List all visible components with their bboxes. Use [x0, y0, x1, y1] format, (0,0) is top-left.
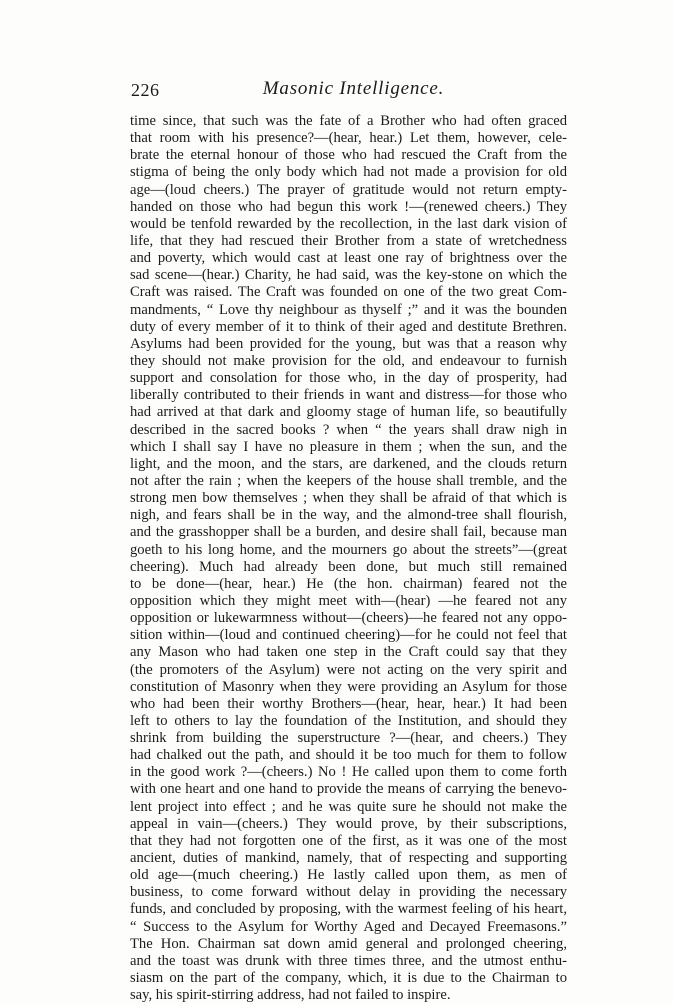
- text-line: goeth to his long home, and the mourners go about the streets”—(great: [130, 541, 567, 558]
- text-line: lent project into effect ; and he was quite sure he should not make the: [130, 798, 567, 815]
- text-line: brate the eternal honour of those who had rescued the Craft from the: [130, 147, 567, 164]
- text-line: they should not make provision for the old, and endeavour to furnish: [130, 352, 567, 369]
- text-line: say, his spirit-stirring address, had not failed to inspire.: [130, 987, 451, 1004]
- text-line: constitution of Masonry when they were providing an Asylum for those: [130, 678, 567, 695]
- text-line: opposition or lukewarmness without—(cheers)—he feared not any oppo-: [130, 610, 567, 627]
- running-title: Masonic Intelligence.: [262, 78, 445, 99]
- text-line: funds, and concluded by proposing, with the warmest feeling of his heart,: [130, 901, 567, 918]
- text-line: support and consolation for those who, in the day of prosperity, had: [130, 370, 567, 387]
- text-line: would be tenfold rewarded by the recollection, in the last dark vision of: [130, 215, 567, 232]
- text-line: liberally contributed to their friends in want and distress—for those who: [130, 387, 567, 404]
- text-line: “ Success to the Asylum for Worthy Aged and Decayed Freemasons.”: [130, 918, 567, 935]
- text-line: light, and the moon, and the stars, are darkened, and the clouds return: [130, 455, 567, 472]
- text-line: appeal in vain—(cheers.) They would prove, by their subscriptions,: [130, 815, 567, 832]
- text-line: opposition which they might meet with—(hear) —he feared not any: [130, 592, 567, 609]
- text-line: in the good work ?—(cheers.) No ! He called upon them to come forth: [130, 764, 567, 781]
- text-line: had arrived at that dark and gloomy stage of human life, so beautifully: [130, 404, 567, 421]
- text-line: shrink from building the superstructure ?—(hear, and cheers.) They: [130, 730, 567, 747]
- text-line: age—(loud cheers.) The prayer of gratitude would not return empty-: [130, 181, 567, 198]
- text-line: that they had not forgotten one of the first, as it was one of the most: [130, 832, 567, 849]
- text-line: described in the sacred books ? when “ the years shall draw nigh in: [130, 421, 567, 438]
- text-line: strong men bow themselves ; when they shall be afraid of that which is: [130, 490, 567, 507]
- text-line: that room with his presence?—(hear, hear.) Let them, however, cele-: [130, 130, 567, 147]
- text-line: (the promoters of the Asylum) were not acting on the very spirit and: [130, 661, 567, 678]
- text-line: nigh, and fears shall be in the way, and the almond-tree shall flourish,: [130, 507, 567, 524]
- text-line: business, to come forward without delay in providing the necessary: [130, 884, 567, 901]
- text-line: left to others to lay the foundation of the Institution, and should they: [130, 712, 567, 729]
- text-line: cheering). Much had already been done, but much still remained: [130, 558, 567, 575]
- text-line: and the toast was drunk with three times three, and the utmost enthu-: [130, 952, 567, 969]
- text-line: handed on those who had begun this work !—(renewed cheers.) They: [130, 198, 567, 215]
- text-line: sition within—(loud and continued cheering)—for he could not feel that: [130, 627, 567, 644]
- text-line: The Hon. Chairman sat down amid general and prolonged cheering,: [130, 935, 567, 952]
- text-line: and poverty, which would cast at least one ray of brightness over the: [130, 250, 567, 267]
- text-line: siasm on the part of the company, which, it is due to the Chairman to: [130, 970, 567, 987]
- text-line: to be done—(hear, hear.) He (the hon. chairman) feared not the: [130, 575, 567, 592]
- body-text: [130, 113, 567, 1004]
- text-line: who had been their worthy Brothers—(hear, hear, hear.) It had been: [130, 695, 567, 712]
- text-line: not after the rain ; when the keepers of the house shall tremble, and the: [130, 472, 567, 489]
- text-line: stigma of being the only body which had not made a provision for old: [130, 164, 567, 181]
- text-line: with one heart and one hand to provide the means of carrying the benevo-: [130, 781, 567, 798]
- text-line: which I shall say I have no pleasure in them ; when the sun, and the: [130, 438, 567, 455]
- text-line: any Mason who had taken one step in the Craft could say that they: [130, 644, 567, 661]
- text-line: and the grasshopper shall be a burden, and desire shall fail, because man: [130, 524, 567, 541]
- text-line: time since, that such was the fate of a Brother who had often graced: [130, 113, 567, 129]
- text-line: old age—(much cheering.) He lastly called upon them, as men of: [130, 867, 567, 884]
- text-line: mandments, “ Love thy neighbour as thyself ;” and it was the bounden: [130, 301, 567, 318]
- text-line: Craft was raised. The Craft was founded on one of the two great Com-: [130, 284, 567, 301]
- text-line: life, that they had rescued their Brother from a state of wretchedness: [130, 232, 567, 249]
- text-line: had chalked out the path, and should it be too much for them to follow: [130, 747, 567, 764]
- text-line: sad scene—(hear.) Charity, he had said, was the key-stone on which the: [130, 267, 567, 284]
- text-line: duty of every member of it to think of their aged and destitute Brethren.: [130, 318, 567, 335]
- text-line: Asylums had been provided for the young, but was that a reason why: [130, 335, 567, 352]
- text-line: ancient, duties of mankind, namely, that of respecting and supporting: [130, 850, 567, 867]
- page-number: 226: [131, 80, 160, 100]
